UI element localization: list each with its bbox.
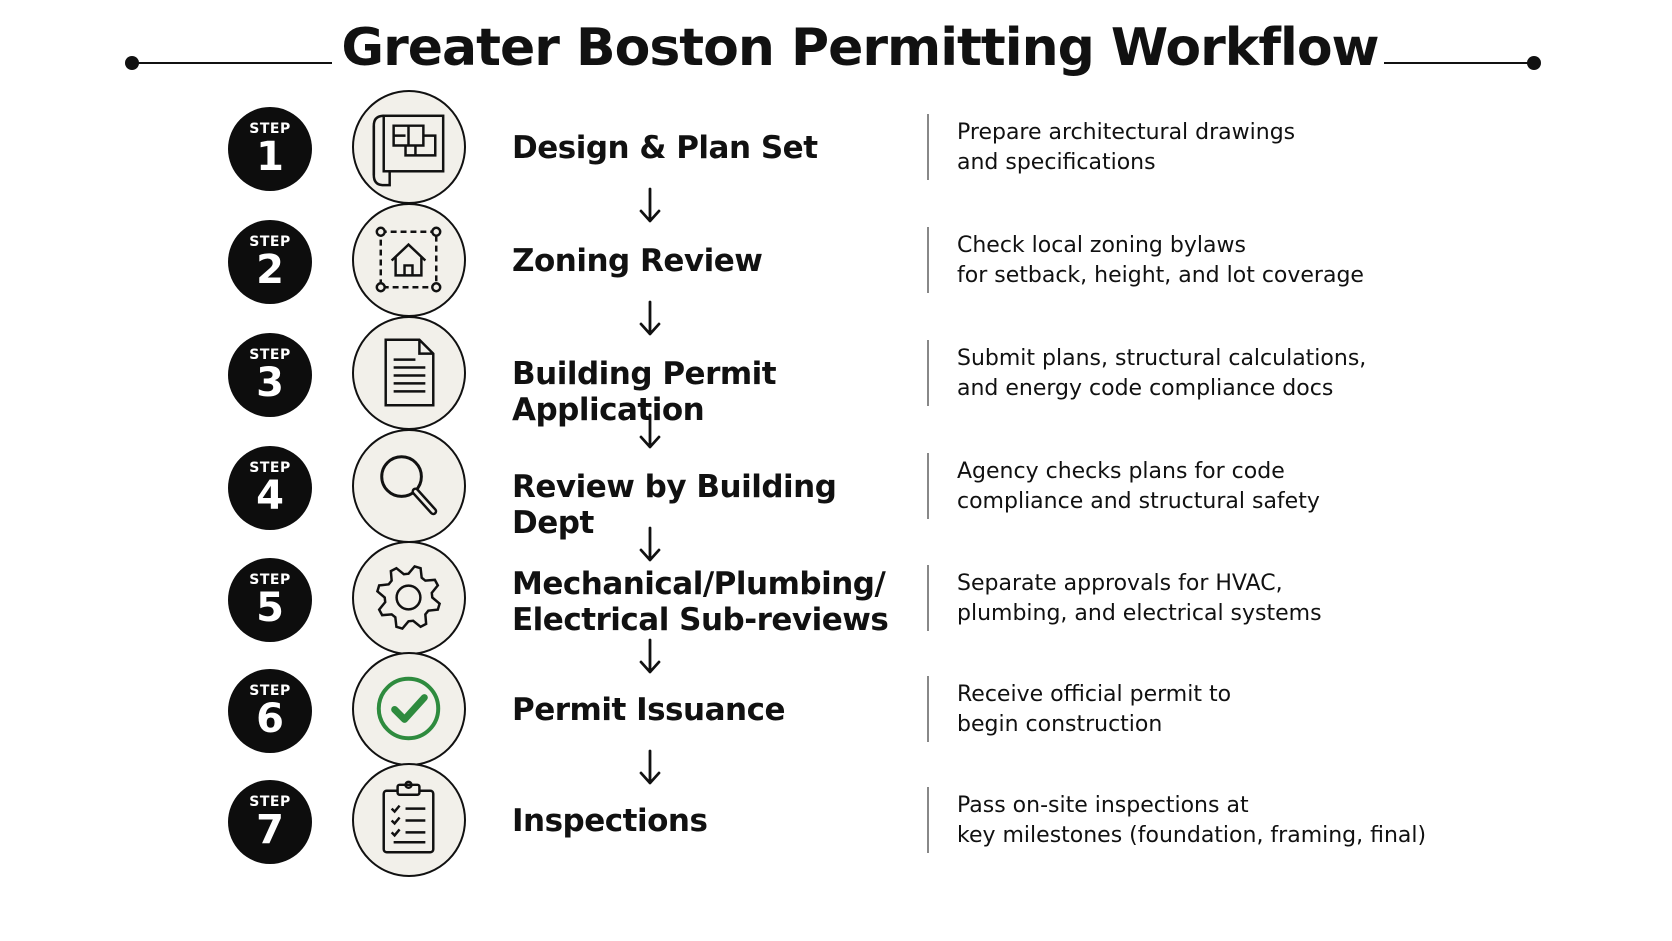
step-label: STEP [249,460,291,476]
step-title-line: Review by Building Dept [512,469,837,541]
step-title-line: Design & Plan Set [512,130,818,166]
house-zoning-icon [352,203,466,317]
gear-icon [352,541,466,655]
step-row [0,541,1672,659]
step-title-line: Building Permit Application [512,356,777,428]
step-title-line: Inspections [512,803,708,839]
step-description-line: for setback, height, and lot coverage [957,263,1364,288]
step-label: STEP [249,794,291,810]
clipboard-icon [352,763,466,877]
step-description-line: Submit plans, structural calculations, [957,346,1367,371]
step-description-line: Separate approvals for HVAC, [957,571,1283,596]
divider [927,227,929,293]
step-description-line: begin construction [957,712,1163,737]
step-row [0,429,1672,547]
step-title [512,566,922,638]
step-title [512,469,922,541]
step-title [512,356,922,428]
step-badge [228,558,312,642]
divider [927,340,929,406]
step-description-line: and specifications [957,150,1156,175]
magnifier-icon [352,429,466,543]
step-description-line: Agency checks plans for code [957,459,1285,484]
step-title [512,130,922,166]
step-row [0,763,1672,881]
title-right-line [1384,62,1534,64]
step-description [957,457,1597,517]
step-row [0,316,1672,434]
divider [927,787,929,853]
step-number: 4 [256,473,284,519]
step-description-line: and energy code compliance docs [957,376,1334,401]
divider [927,453,929,519]
step-description [957,118,1597,178]
step-description-line: Prepare architectural drawings [957,120,1296,145]
step-row [0,652,1672,770]
step-title [512,243,922,279]
header [0,10,1672,90]
step-label: STEP [249,347,291,363]
step-description-line: Receive official permit to [957,682,1232,707]
step-description-line: compliance and structural safety [957,489,1320,514]
step-description-line: plumbing, and electrical systems [957,601,1322,626]
step-title-line: Mechanical/Plumbing/ [512,566,886,602]
step-title-line: Electrical Sub-reviews [512,602,889,638]
step-description [957,569,1597,629]
step-number: 7 [256,807,284,853]
blueprint-icon [352,90,466,204]
step-description-line: Pass on-site inspections at [957,793,1249,818]
step-badge [228,220,312,304]
step-row [0,203,1672,321]
step-description-line: key milestones (foundation, framing, final) [957,823,1427,848]
step-title [512,803,922,839]
divider [927,114,929,180]
divider [927,676,929,742]
step-row [0,90,1672,208]
checkmark-icon [352,652,466,766]
step-title-line: Zoning Review [512,243,763,279]
divider [927,565,929,631]
step-title [512,692,922,728]
step-badge [228,446,312,530]
step-description-line: Check local zoning bylaws [957,233,1246,258]
page-title: Greater Boston Permitting Workflow [341,18,1379,78]
step-number: 2 [256,247,284,293]
step-number: 3 [256,360,284,406]
step-badge [228,780,312,864]
step-title-line: Permit Issuance [512,692,785,728]
step-badge [228,333,312,417]
step-description [957,680,1597,740]
step-label: STEP [249,683,291,699]
title-left-line [132,62,332,64]
step-description [957,231,1597,291]
step-badge [228,669,312,753]
step-number: 6 [256,696,284,742]
document-icon [352,316,466,430]
step-label: STEP [249,121,291,137]
step-number: 5 [256,585,284,631]
step-description [957,791,1597,851]
step-label: STEP [249,572,291,588]
step-number: 1 [256,134,284,180]
step-label: STEP [249,234,291,250]
title-right-dot [1527,56,1541,70]
step-description [957,344,1597,404]
step-badge [228,107,312,191]
